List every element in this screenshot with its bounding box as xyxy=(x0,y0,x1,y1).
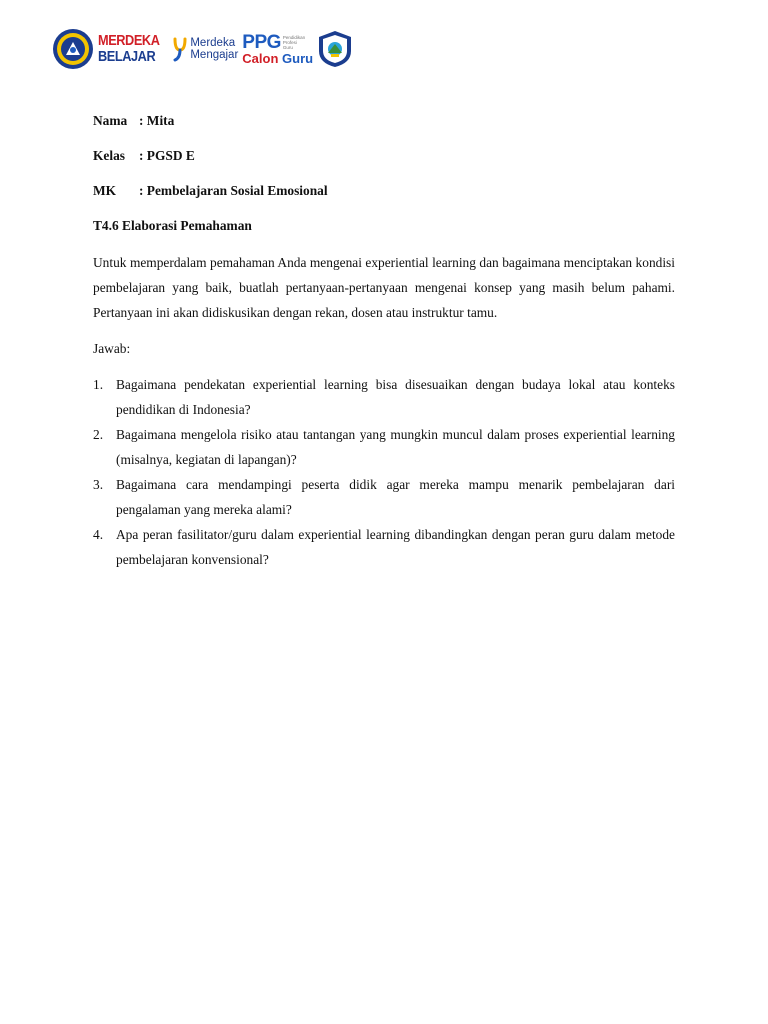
nama-line xyxy=(93,110,675,145)
mk-label: MK xyxy=(93,183,117,198)
question-number: 2. xyxy=(93,427,104,442)
question-number: 3. xyxy=(93,477,104,492)
instruction-paragraph: Untuk memperdalam pemahaman Anda mengenai experiential learning dan bagaimana menciptakan kondisi pembelajaran yang baik, buatlah pertanyaan-pertanyaan mengenai konsep yang masih belum pahami. Pertanyaan ini akan didiskusikan dengan rekan, dosen atau instruktur tamu. xyxy=(93,255,675,320)
question-text: Bagaimana pendekatan experiential learning bisa disesuaikan dengan budaya lokal atau konteks pendidikan di Indonesia? xyxy=(116,377,675,417)
ppg-guru: Guru xyxy=(282,50,314,66)
merdeka-belajar-top: MERDEKA xyxy=(98,32,160,49)
nama-value: : Mita xyxy=(139,113,175,128)
question-item xyxy=(93,472,675,522)
question-number: 1. xyxy=(93,377,104,392)
kelas-value: : PGSD E xyxy=(139,148,195,163)
question-item xyxy=(93,372,675,422)
merdeka-mengajar-logo xyxy=(172,36,238,62)
ppg-calon: Calon xyxy=(242,50,279,66)
question-number: 4. xyxy=(93,527,104,542)
assignment-title: T4.6 Elaborasi Pemahaman xyxy=(93,218,252,233)
university-seal-icon xyxy=(316,29,354,69)
kelas-line xyxy=(93,145,675,180)
mk-line xyxy=(93,180,675,215)
nama-label: Nama xyxy=(93,113,128,128)
kelas-label: Kelas xyxy=(93,148,125,163)
merdeka-mengajar-text xyxy=(190,37,238,61)
document-body xyxy=(93,110,675,572)
question-item xyxy=(93,422,675,472)
header-logos xyxy=(52,27,354,71)
question-text: Bagaimana mengelola risiko atau tantangan yang mungkin muncul dalam proses experiential learning (misalnya, kegiatan di lapangan)? xyxy=(116,427,675,467)
kemdikbud-logo-icon xyxy=(52,28,94,70)
merdeka-belajar-bottom: BELAJAR xyxy=(98,48,156,65)
question-list xyxy=(93,372,675,572)
ppg-name: PPG xyxy=(242,31,281,53)
mengajar-mark-icon xyxy=(172,36,188,62)
answer-label: Jawab: xyxy=(93,341,131,356)
question-text: Bagaimana cara mendampingi peserta didik agar mereka mampu menarik pembelajaran dari pengalaman yang mereka alami? xyxy=(116,477,675,517)
ppg-subtitle: Pendidikan Profesi Guru xyxy=(282,34,306,50)
question-text: Apa peran fasilitator/guru dalam experiential learning dibandingkan dengan peran guru dalam metode pembelajaran konvensional? xyxy=(116,527,675,567)
question-item xyxy=(93,522,675,572)
mengajar-line-2: Mengajar xyxy=(190,49,239,61)
mk-value: : Pembelajaran Sosial Emosional xyxy=(139,183,328,198)
merdeka-belajar-logo xyxy=(98,33,170,65)
ppg-calon-guru-logo xyxy=(242,33,313,66)
mengajar-line-1: Merdeka xyxy=(190,37,236,49)
